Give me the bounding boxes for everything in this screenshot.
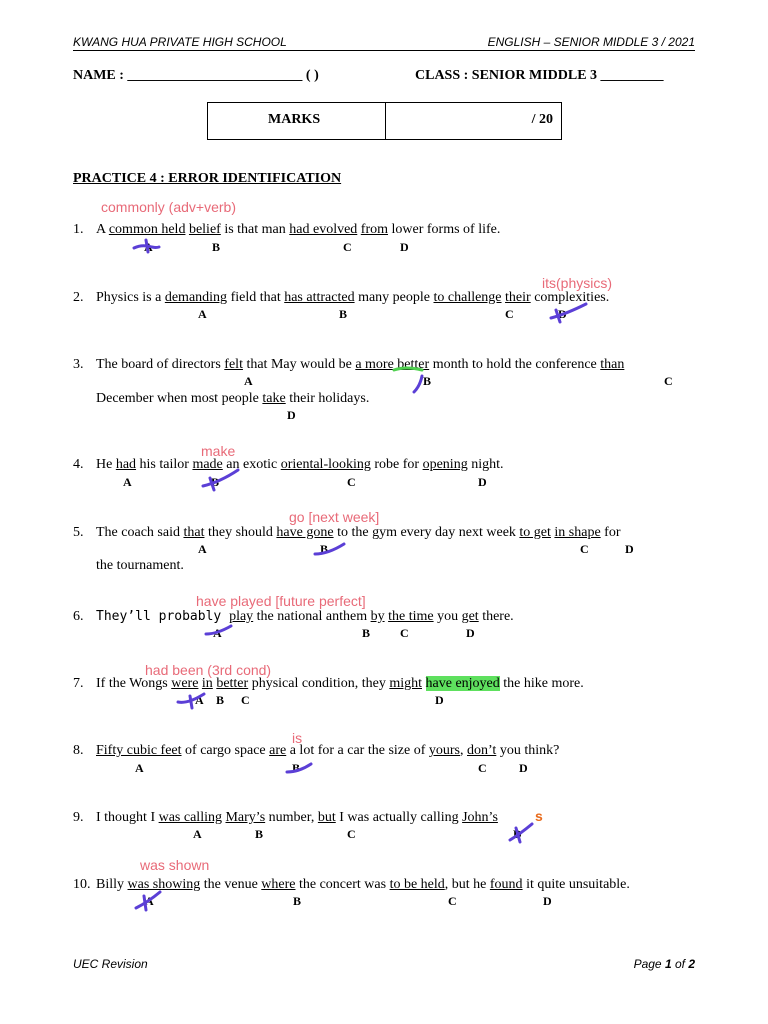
note-q9: s (535, 808, 543, 824)
option-c: but (317, 810, 336, 825)
option-b: are (269, 743, 287, 758)
option-a: that (183, 525, 205, 540)
option-a: had (115, 457, 137, 472)
question-10: 10. Billy was showing the venue where the concert was to be held, but he found it quite unsuitable. (73, 877, 630, 892)
question-2: 2. Physics is a demanding field that has attracted many people to challenge their complexities. (73, 290, 610, 305)
option-b: Mary’s (225, 810, 266, 825)
answer-tick-icon (392, 362, 432, 396)
answer-tick-icon (312, 540, 348, 558)
subject-label: ENGLISH – SENIOR MIDDLE 3 / 2021 (487, 35, 695, 49)
marks-box (207, 102, 562, 140)
note-q10: was shown (140, 857, 210, 873)
question-6: 6. They’ll probably play the national anthem by the time you get there. (73, 609, 514, 624)
name-field: NAME : _________________________ ( ) (73, 68, 319, 83)
option-d: their (505, 290, 531, 305)
answer-tick-icon (132, 886, 164, 914)
question-3-line2: December when most people take their holidays. (96, 391, 370, 406)
answer-tick-icon (203, 622, 235, 640)
letter-c: C (343, 240, 352, 254)
marks-total: / 20 (531, 112, 553, 127)
option-b: by (370, 609, 385, 624)
page-header (73, 34, 695, 51)
option-b: a more better (355, 357, 430, 372)
option-d: John’s (462, 810, 498, 825)
note-q6: have played [future perfect] (196, 593, 366, 609)
question-number: 1. (73, 222, 84, 237)
question-3: 3. The board of directors felt that May would be a more better month to hold the conference than (73, 357, 625, 372)
answer-tick-icon (285, 760, 315, 776)
option-c: had evolved (289, 222, 358, 237)
question-5-line2: the tournament. (96, 558, 184, 573)
option-b: belief (188, 222, 221, 237)
option-d: from (360, 222, 389, 237)
option-d: opening (422, 457, 468, 472)
question-5: 5. The coach said that they should have gone to the gym every day next week to get in shape for (73, 525, 621, 540)
page-number: Page 1 of 2 (633, 957, 695, 971)
option-c: yours (428, 743, 460, 758)
option-a: felt (224, 357, 243, 372)
option-c: to be held (389, 877, 445, 892)
option-d: take (262, 391, 286, 406)
option-c: to get (519, 525, 551, 540)
question-9: 9. I thought I was calling Mary’s number, but I was actually calling John’s (73, 810, 498, 825)
option-c: oriental-looking (280, 457, 371, 472)
letter-b: B (212, 240, 221, 254)
option-a: were (171, 676, 199, 691)
option-a: was showing (127, 877, 201, 892)
option-a: common held (108, 222, 186, 237)
school-name: KWANG HUA PRIVATE HIGH SCHOOL (73, 35, 287, 49)
option-a: demanding (164, 290, 228, 305)
marks-label-cell (208, 103, 386, 139)
option-b: where (261, 877, 296, 892)
option-b: in (201, 676, 213, 691)
marks-label: MARKS (268, 112, 321, 127)
option-c: the time (388, 609, 434, 624)
note-q2: its(physics) (542, 275, 613, 291)
question-1: 1. A common held belief is that man had evolved from lower forms of life. (73, 222, 501, 237)
answer-tick-icon (176, 690, 208, 710)
option-d: get (461, 609, 479, 624)
option-c: to challenge (433, 290, 502, 305)
question-8: 8. Fifty cubic feet of cargo space are a lot for a car the size of yours, don’t you think? (73, 743, 560, 758)
class-field: CLASS : SENIOR MIDDLE 3 _________ (415, 68, 664, 83)
option-d: don’t (467, 743, 497, 758)
note-q4: make (201, 443, 236, 459)
note-q7: had been (3rd cond) (145, 662, 272, 678)
option-a: was calling (158, 810, 222, 825)
option-b: made (192, 457, 223, 472)
answer-tick-icon (132, 238, 162, 256)
option-d: found (489, 877, 523, 892)
option-c: than (600, 357, 625, 372)
note-q1: commonly (adv+verb) (101, 199, 236, 215)
option-d: might (389, 676, 423, 691)
answer-tick-icon (548, 300, 590, 324)
footer-label: UEC Revision (73, 957, 148, 971)
letter-a: A (144, 240, 153, 254)
highlight: have enjoyed (425, 676, 500, 691)
answer-tick-icon (200, 466, 242, 492)
option-d: in shape (554, 525, 601, 540)
answer-tick-icon (506, 820, 536, 846)
question-7: 7. If the Wongs were in better physical condition, they might have enjoyed the hike more. (73, 676, 584, 691)
letter-d: D (400, 240, 409, 254)
option-c: better (216, 676, 249, 691)
option-b: has attracted (284, 290, 355, 305)
option-b: have gone (276, 525, 334, 540)
section-title: PRACTICE 4 : ERROR IDENTIFICATION (73, 171, 342, 186)
option-a: Fifty cubic feet (96, 743, 182, 758)
note-q8: is (292, 730, 303, 746)
note-q5: go [next week] (289, 509, 380, 525)
option-a: play (229, 609, 254, 624)
question-4: 4. He had his tailor made an exotic oriental-looking robe for opening night. (73, 457, 504, 472)
